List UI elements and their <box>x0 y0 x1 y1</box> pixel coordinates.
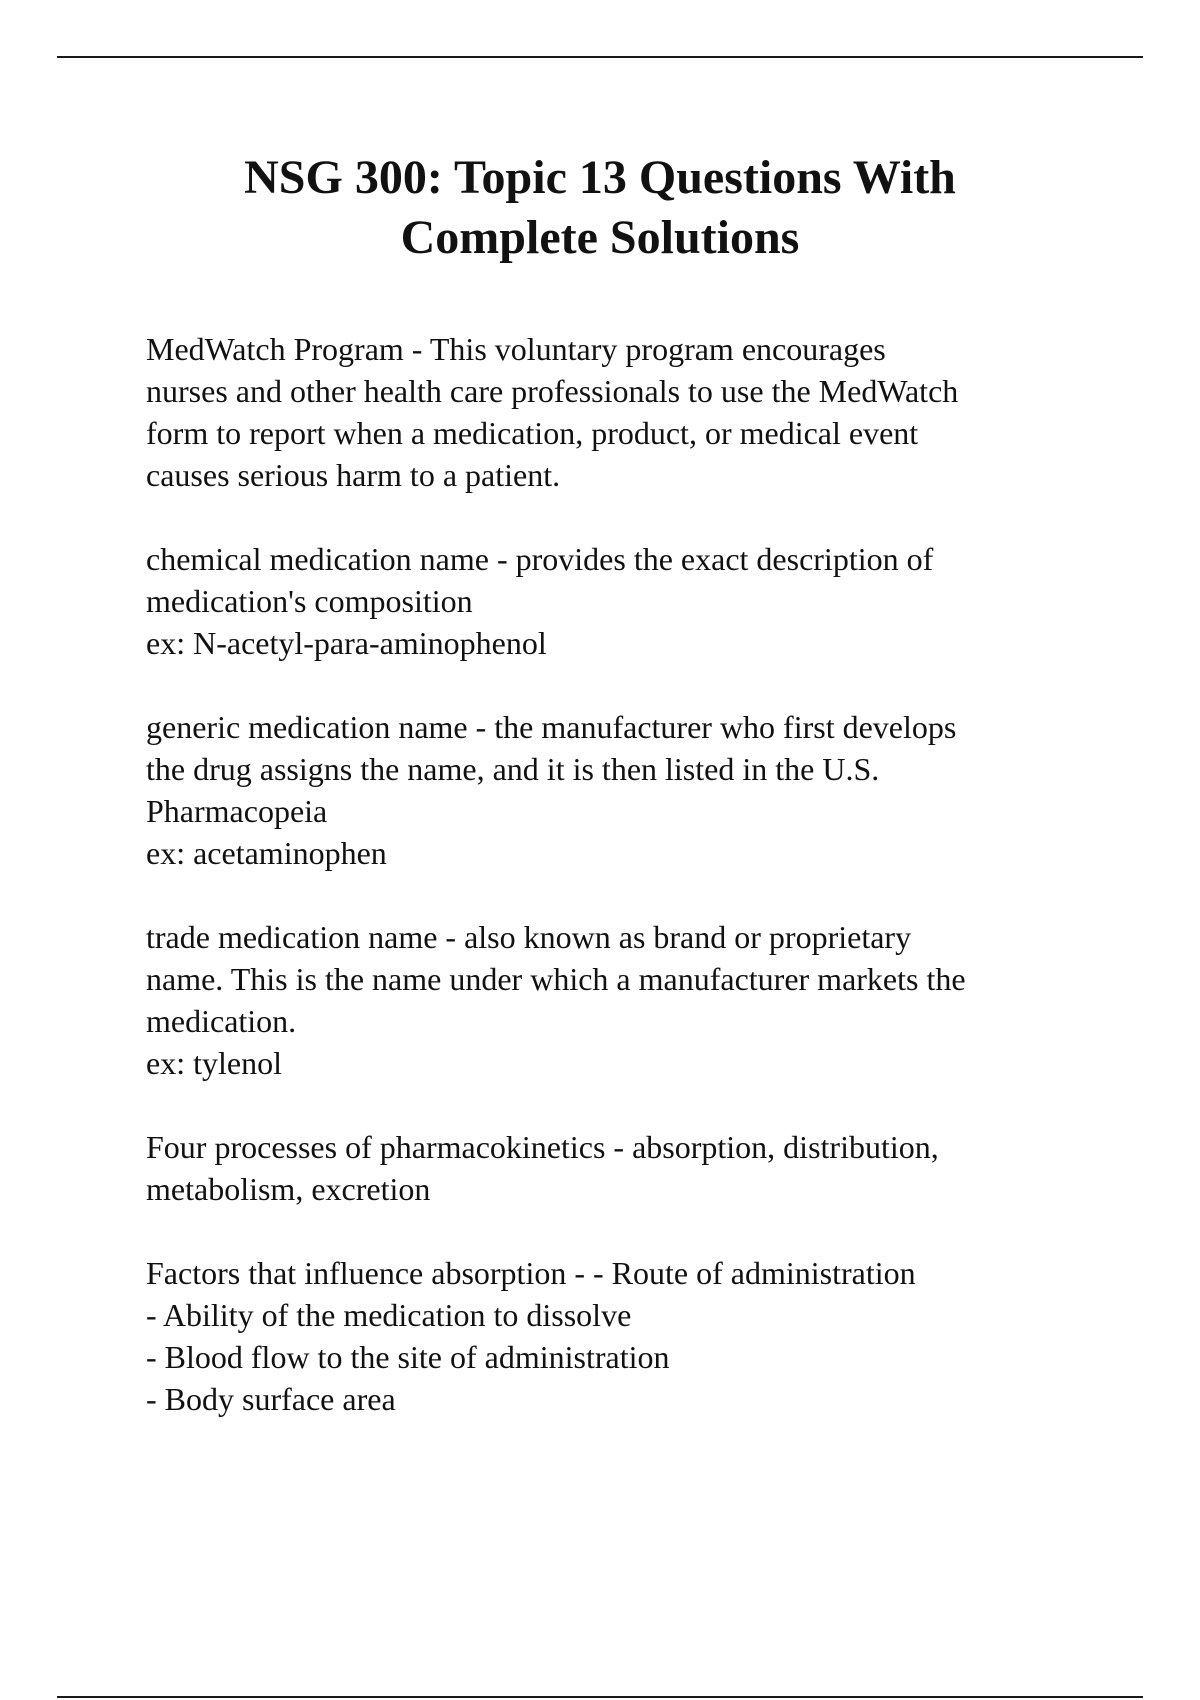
entry-line: - Body surface area <box>146 1381 396 1417</box>
entry-line: chemical medication name - provides the exact description of <box>146 541 934 577</box>
entry-line: medication's composition <box>146 583 473 619</box>
entry-line: the drug assigns the name, and it is then listed in the U.S. <box>146 751 880 787</box>
entry-line: ex: tylenol <box>146 1045 282 1081</box>
entry-line: medication. <box>146 1003 297 1039</box>
entry-line: causes serious harm to a patient. <box>146 457 561 493</box>
page-title <box>100 148 1100 268</box>
entry-generic-medication-name <box>146 706 1106 874</box>
entry-line: metabolism, excretion <box>146 1171 431 1207</box>
entry-line: ex: N-acetyl-para-aminophenol <box>146 625 547 661</box>
entry-line: form to report when a medication, product, or medical event <box>146 415 919 451</box>
top-rule <box>57 56 1143 58</box>
entry-absorption-factors <box>146 1252 1106 1420</box>
entry-line: Four processes of pharmacokinetics - absorption, distribution, <box>146 1129 939 1165</box>
entry-trade-medication-name <box>146 916 1106 1084</box>
bottom-rule <box>57 1696 1143 1698</box>
entry-line: nurses and other health care professionals to use the MedWatch <box>146 373 959 409</box>
entry-line: Factors that influence absorption - - Route of administration <box>146 1255 916 1291</box>
entry-line: ex: acetaminophen <box>146 835 387 871</box>
title-line: Complete Solutions <box>400 211 800 264</box>
entry-pharmacokinetics-processes <box>146 1126 1106 1210</box>
entry-line: name. This is the name under which a manufacturer markets the <box>146 961 966 997</box>
entry-line: - Blood flow to the site of administration <box>146 1339 670 1375</box>
title-line: NSG 300: Topic 13 Questions With <box>244 151 956 204</box>
entry-chemical-medication-name <box>146 538 1106 664</box>
entry-line: Pharmacopeia <box>146 793 328 829</box>
entry-medwatch-program <box>146 328 1106 496</box>
entry-line: generic medication name - the manufacturer who first develops <box>146 709 957 745</box>
document-body <box>146 328 1106 1462</box>
entry-line: trade medication name - also known as brand or proprietary <box>146 919 912 955</box>
entry-line: MedWatch Program - This voluntary program encourages <box>146 331 886 367</box>
entry-line: - Ability of the medication to dissolve <box>146 1297 632 1333</box>
